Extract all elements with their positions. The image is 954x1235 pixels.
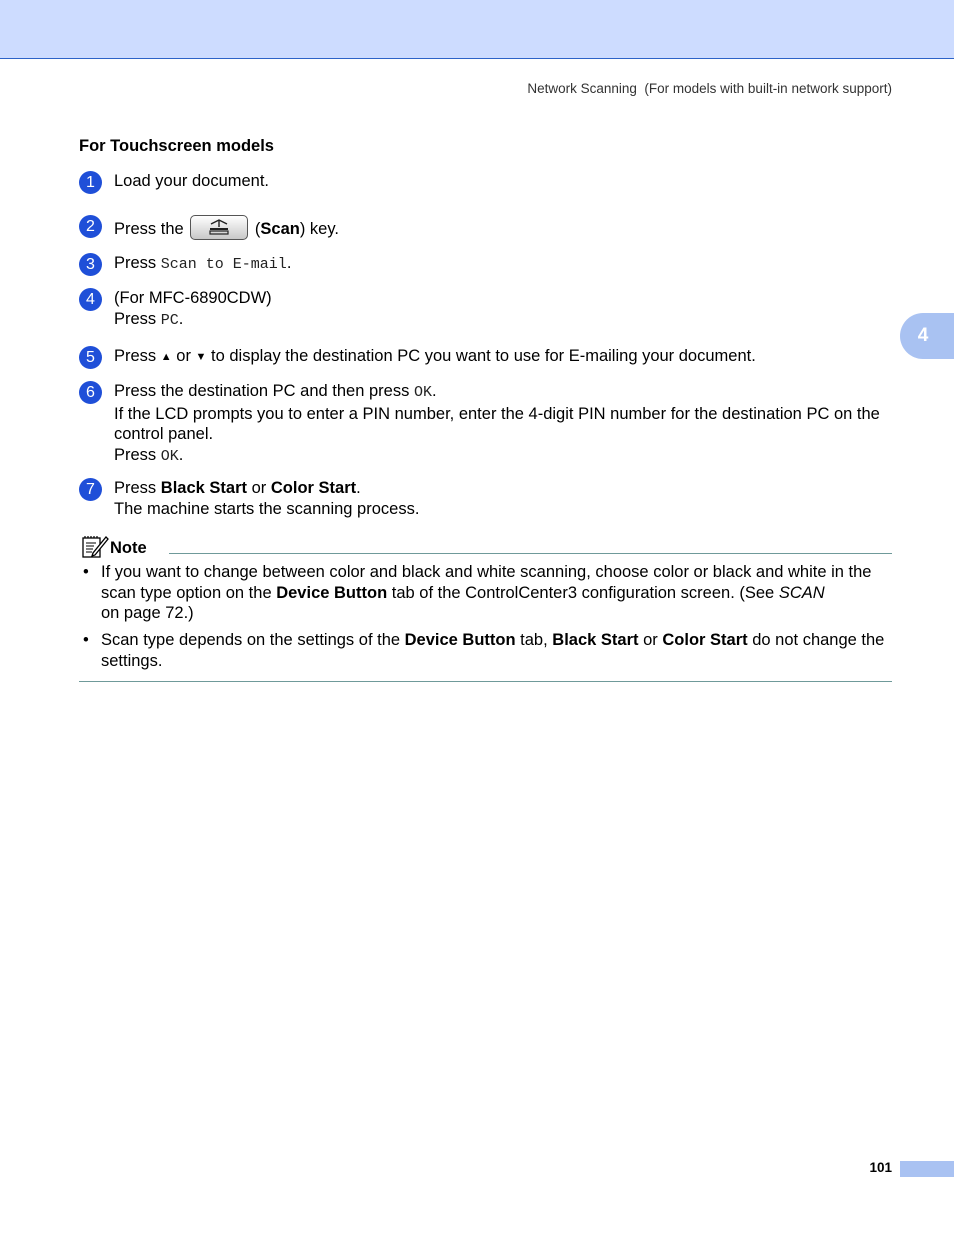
scan-key-label: Scan [260, 220, 300, 238]
up-arrow-icon: ▲ [160, 351, 172, 363]
note-text [101, 630, 891, 671]
button-name: Black Start [160, 479, 247, 497]
button-name: Color Start [270, 479, 357, 497]
step-text: Press the (Scan) key. [114, 215, 894, 240]
step-text-segment: to display the destination PC you want to use for E-mailing your document. [211, 347, 756, 365]
step-text-line [114, 309, 894, 332]
running-header: Network Scanning (For models with built-in network support) [527, 81, 892, 96]
step-text-line [114, 445, 894, 468]
note-end-divider [79, 681, 892, 682]
cross-reference: SCAN [778, 583, 825, 602]
step-number: 4 [79, 288, 102, 311]
chapter-tab [900, 313, 954, 359]
step-text-segment: Press [114, 309, 157, 328]
note-text-segment: tab, [520, 631, 548, 649]
step-text-segment: . [178, 309, 184, 328]
note-header [79, 535, 892, 557]
step-number: 5 [79, 346, 102, 369]
step-number: 7 [79, 478, 102, 501]
note-text-segment: Scan type depends on the settings of the [101, 631, 401, 649]
step-text-segment: . [431, 382, 437, 400]
step-text [114, 346, 894, 368]
step-number: 6 [79, 381, 102, 404]
step-text-segment: Press the [114, 220, 184, 238]
chapter-number: 4 [917, 325, 929, 346]
step-text [114, 478, 894, 519]
step-text-segment: key. [309, 220, 339, 238]
step-text-segment: . [178, 445, 184, 464]
step-text-segment: or [251, 479, 267, 497]
note-text-segment: tab of the ControlCenter3 configuration screen. (See [391, 583, 775, 602]
step-text-segment: Press [114, 479, 157, 497]
section-title: For Touchscreen models [79, 137, 274, 155]
step-text [114, 381, 894, 467]
step-text-segment: Press the destination PC and then press [114, 382, 410, 400]
step-text-segment: or [176, 347, 191, 365]
top-header-band [0, 0, 954, 59]
note-text-segment: or [643, 631, 658, 649]
note-bold-term: Color Start [662, 631, 748, 649]
step-text-line: The machine starts the scanning process. [114, 499, 420, 518]
step-number: 1 [79, 171, 102, 194]
note-bold-term: Black Start [552, 631, 639, 649]
note-text-segment: on page 72.) [101, 604, 194, 622]
step-text-segment: Press [114, 254, 157, 272]
step-number: 2 [79, 215, 102, 238]
step-text: Load your document. [114, 172, 270, 190]
step-text-segment: Press [114, 347, 157, 365]
lcd-option: OK [413, 384, 432, 401]
note-divider [169, 553, 892, 554]
down-arrow-icon: ▼ [195, 351, 207, 363]
page-number-tab [900, 1161, 954, 1177]
bullet: • [83, 631, 89, 649]
lcd-option: OK [160, 447, 179, 465]
lcd-option: PC [160, 311, 179, 329]
note-text-segment: If you want to change between color and black and white scanning, choose color or black and white in the scan type option on the [101, 563, 872, 602]
step-number: 3 [79, 253, 102, 276]
step-text-line [114, 381, 894, 404]
step-text [114, 253, 894, 276]
note-text [101, 562, 891, 624]
note-bold-term: Device Button [276, 583, 388, 602]
step-text-segment: . [356, 479, 361, 497]
step-text-line: If the LCD prompts you to enter a PIN number, enter the 4-digit PIN number for the destination PC on the control panel. [114, 404, 880, 443]
step-text-segment: . [286, 254, 292, 272]
note-label: Note [110, 539, 147, 557]
step-text-segment: Press [114, 445, 157, 464]
bullet: • [83, 563, 89, 581]
step-text-line [114, 478, 894, 499]
scan-key-icon [190, 215, 248, 240]
step-text-line: (For MFC-6890CDW) [114, 289, 272, 307]
page-number: 101 [869, 1160, 892, 1175]
lcd-option: Scan to E-mail [160, 256, 287, 273]
note-pencil-icon [81, 535, 109, 559]
note-text-segment: do not change the settings. [101, 631, 885, 670]
step-text [114, 288, 894, 331]
note-bold-term: Device Button [404, 631, 516, 649]
